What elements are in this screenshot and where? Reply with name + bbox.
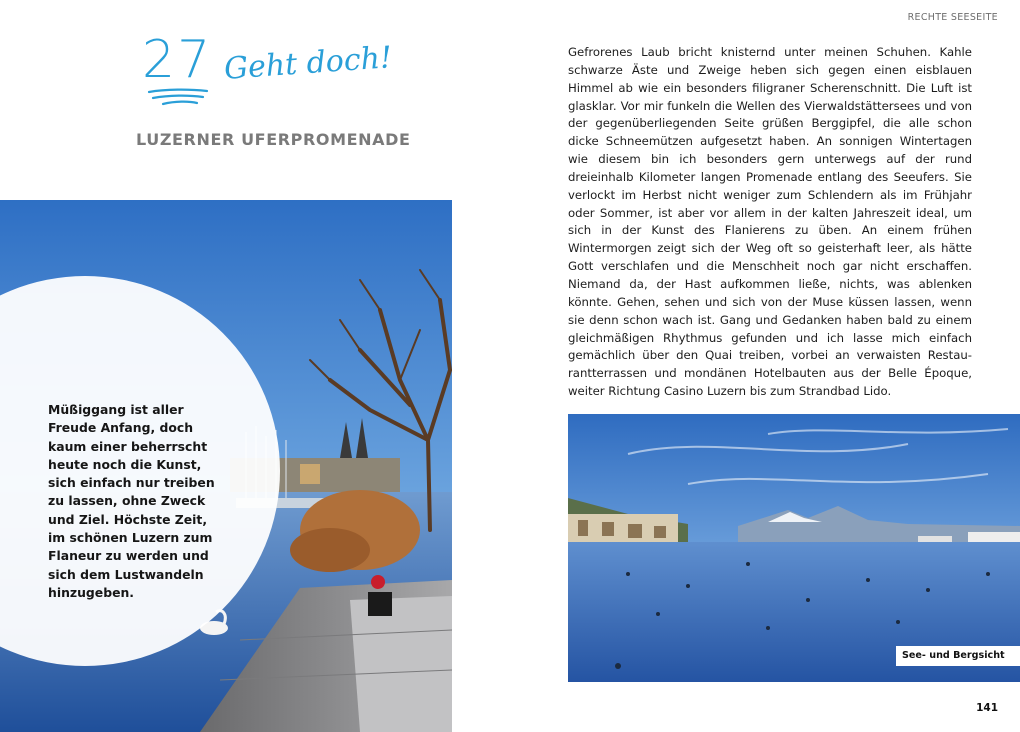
- page-number: 141: [976, 702, 998, 714]
- lake-mountain-photo: [568, 414, 1020, 682]
- intro-quote: Müßiggang ist aller Freude Anfang, doch kaum einer beherrscht heute noch die Kunst, sich einfach nur treiben zu lassen, ohne Zweck und Ziel. Höchste Zeit, im schönen Luzern zum Flaneur zu werden und sich dem Lustwandeln hinzugeben.: [48, 402, 215, 600]
- running-header: RECHTE SEESEITE: [907, 12, 998, 23]
- brush-underline-icon: [145, 84, 215, 108]
- chapter-number: 27: [142, 30, 213, 90]
- photo-caption: See- und Bergsicht: [896, 646, 1020, 666]
- chapter-title: LUZERNER UFERPROMENADE: [136, 130, 411, 149]
- chapter-slogan: Geht doch!: [222, 40, 394, 87]
- body-text: Gefrorenes Laub bricht knisternd unter meinen Schuhen. Kahle schwarze Äste und Zweige heben sich gegen einen eisblauen Himmel ab wie ein besonders filigraner Scherenschnitt. Die Luft ist glasklar. Vor mir funkeln die Wellen des Vierwaldstättersees und von der gegenüberliegenden Seite grüßen Berggipfel, die alle schon dicke Schneemützen aufgesetzt haben. An sonnigen Wintertagen wie diesem bin ich besonders gern unterwegs auf der rund dreieinhalb Kilometer langen Promenade entlang des Seeufers. Sie verlockt im Herbst nicht weniger zum Schlendern als im Frühjahr oder Sommer, ist aber vor allem in der kalten Jahreszeit ideal, um sich in der Kunst des Flanierens zu üben. An einem frühen Wintermorgen zeigt sich der Weg oft so geisterhaft leer, als hätte Gott verschlafen und die Menschheit noch gar nicht erschaffen. Niemand da, der Hast aufkommen ließe, nichts, was ablenken könnte. Gehen, sehen und sich von der Muse küssen lassen, wenn sie denn schon wach ist. Gang und Gedanken haben bald zu einem gleichmäßigen Rhythmus gefunden und ich lasse mich einfach gemächlich über den Quai treiben, vorbei an verwaisten Restaurantterrassen und mondänen Hotelbauten aus der Belle Époque, weiter Richtung Casino Luzern bis zum Strandbad Lido.: [568, 45, 972, 399]
